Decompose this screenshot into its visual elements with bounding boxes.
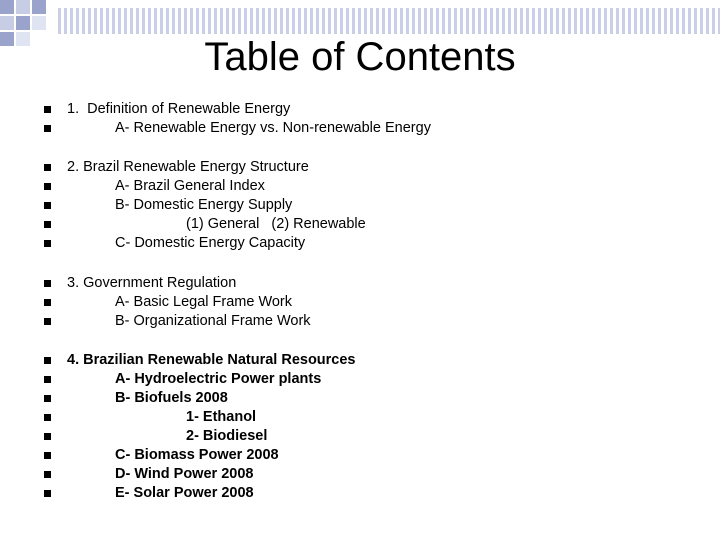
bullet-square-icon <box>44 490 51 497</box>
toc-item <box>0 408 720 427</box>
toc-item-text: (1) General (2) Renewable <box>186 216 366 232</box>
toc-item <box>0 234 720 253</box>
bullet-square-icon <box>44 106 51 113</box>
toc-item-text: 2- Biodiesel <box>186 428 268 444</box>
toc-item <box>0 100 720 119</box>
bullet-square-icon <box>44 125 51 132</box>
toc-item-text: B- Organizational Frame Work <box>115 313 311 329</box>
toc-item-text: 2. Brazil Renewable Energy Structure <box>67 159 309 175</box>
toc-item-text: A- Brazil General Index <box>115 178 265 194</box>
bullet-square-icon <box>44 240 51 247</box>
toc-item <box>0 389 720 408</box>
bullet-square-icon <box>44 433 51 440</box>
toc-item-text: B- Domestic Energy Supply <box>115 197 293 213</box>
bullet-square-icon <box>44 414 51 421</box>
toc-item-text: E- Solar Power 2008 <box>115 485 254 501</box>
toc-item <box>0 215 720 234</box>
toc-item-text: 1- Ethanol <box>186 409 257 425</box>
toc-item <box>0 351 720 370</box>
toc-item-text: C- Domestic Energy Capacity <box>115 235 306 251</box>
toc-item-text: A- Hydroelectric Power plants <box>115 371 322 387</box>
toc-item <box>0 484 720 503</box>
toc-item <box>0 312 720 331</box>
toc-item <box>0 370 720 389</box>
toc-item <box>0 446 720 465</box>
toc-item <box>0 119 720 138</box>
page-title: Table of Contents <box>204 35 516 79</box>
toc-item <box>0 274 720 293</box>
toc-item-text: 3. Government Regulation <box>67 275 237 291</box>
toc-item-text: A- Basic Legal Frame Work <box>115 294 293 310</box>
bullet-square-icon <box>44 452 51 459</box>
bullet-square-icon <box>44 280 51 287</box>
toc-item <box>0 465 720 484</box>
toc-item-text: C- Biomass Power 2008 <box>115 447 279 463</box>
bullet-square-icon <box>44 221 51 228</box>
toc-item <box>0 293 720 312</box>
toc-item-text: 1. Definition of Renewable Energy <box>67 101 291 117</box>
toc-item <box>0 196 720 215</box>
bullet-square-icon <box>44 299 51 306</box>
toc-item-text: B- Biofuels 2008 <box>115 390 228 406</box>
toc-item <box>0 427 720 446</box>
bullet-square-icon <box>44 357 51 364</box>
toc-item <box>0 177 720 196</box>
toc-item-text: 4. Brazilian Renewable Natural Resources <box>67 352 356 368</box>
toc-item-text: D- Wind Power 2008 <box>115 466 254 482</box>
bullet-square-icon <box>44 183 51 190</box>
toc-item <box>0 158 720 177</box>
bullet-square-icon <box>44 164 51 171</box>
bullet-square-icon <box>44 202 51 209</box>
toc-item-text: A- Renewable Energy vs. Non-renewable Energy <box>115 120 431 136</box>
bullet-square-icon <box>44 471 51 478</box>
bullet-square-icon <box>44 395 51 402</box>
bullet-square-icon <box>44 318 51 325</box>
bullet-square-icon <box>44 376 51 383</box>
